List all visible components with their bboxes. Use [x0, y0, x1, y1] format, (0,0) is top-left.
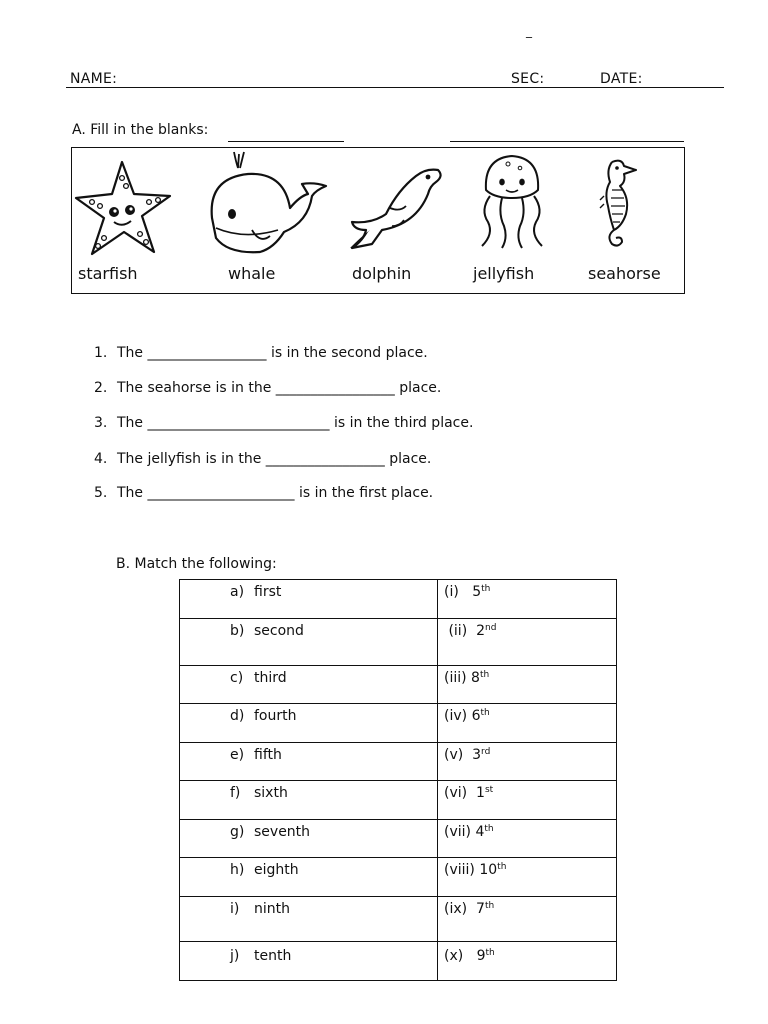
- ordinal-number-cell: (ix) 7th: [438, 897, 617, 942]
- ordinal-number-cell: (v) 3rd: [438, 743, 617, 781]
- ordinal-number-cell: (vi) 1st: [438, 781, 617, 820]
- ordinal-number-cell: (iii) 8th: [438, 666, 617, 704]
- header-underline: [66, 87, 724, 88]
- table-row: [180, 743, 617, 781]
- table-row: [180, 820, 617, 858]
- starfish-drawing-icon: [74, 156, 174, 261]
- animal-label-dolphin: dolphin: [352, 264, 412, 283]
- table-row: [180, 580, 617, 619]
- animal-label-seahorse: seahorse: [588, 264, 661, 283]
- question-5: 5. The _____________________ is in the first place.: [94, 485, 434, 501]
- ordinal-number-cell: (iv) 6th: [438, 704, 617, 743]
- date-label: DATE:: [600, 71, 643, 87]
- ordinal-word-cell: a) first: [180, 580, 438, 619]
- title-underline-right: [450, 141, 684, 142]
- section-a-title: A. Fill in the blanks:: [72, 122, 209, 138]
- ordinal-word-cell: b) second: [180, 619, 438, 666]
- question-3: 3. The __________________________ is in the third place.: [94, 415, 474, 431]
- ordinal-number-cell: (ii) 2nd: [438, 619, 617, 666]
- sec-label: SEC:: [511, 71, 545, 87]
- question-1: 1. The _________________ is in the second place.: [94, 345, 428, 361]
- table-row: [180, 858, 617, 897]
- ordinal-word-cell: f) sixth: [180, 781, 438, 820]
- name-label: NAME:: [70, 71, 118, 87]
- ordinal-number-cell: (vii) 4th: [438, 820, 617, 858]
- ordinal-number-cell: (viii) 10th: [438, 858, 617, 897]
- animal-label-starfish: starfish: [78, 264, 138, 283]
- header-dash: _: [526, 24, 532, 38]
- table-row: [180, 666, 617, 704]
- ordinal-number-cell: (i) 5th: [438, 580, 617, 619]
- ordinal-number-cell: (x) 9th: [438, 942, 617, 981]
- animal-label-jellyfish: jellyfish: [473, 264, 535, 283]
- ordinal-word-cell: g) seventh: [180, 820, 438, 858]
- jellyfish-drawing-icon: [472, 152, 552, 252]
- animal-label-whale: whale: [228, 264, 276, 283]
- whale-drawing-icon: [204, 148, 334, 260]
- title-underline-left: [228, 141, 344, 142]
- table-row: [180, 704, 617, 743]
- dolphin-drawing-icon: [346, 160, 446, 252]
- section-b-title: B. Match the following:: [116, 556, 277, 572]
- ordinal-word-cell: d) fourth: [180, 704, 438, 743]
- table-row: [180, 619, 617, 666]
- match-table: [179, 579, 617, 981]
- question-2: 2. The seahorse is in the _________________ place.: [94, 380, 442, 396]
- table-row: [180, 781, 617, 820]
- table-row: [180, 897, 617, 942]
- question-4: 4. The jellyfish is in the _________________ place.: [94, 451, 432, 467]
- animal-picture-box: [71, 147, 685, 294]
- ordinal-word-cell: i) ninth: [180, 897, 438, 942]
- ordinal-word-cell: c) third: [180, 666, 438, 704]
- table-row: [180, 942, 617, 981]
- ordinal-word-cell: e) fifth: [180, 743, 438, 781]
- seahorse-drawing-icon: [592, 156, 642, 252]
- ordinal-word-cell: h) eighth: [180, 858, 438, 897]
- ordinal-word-cell: j) tenth: [180, 942, 438, 981]
